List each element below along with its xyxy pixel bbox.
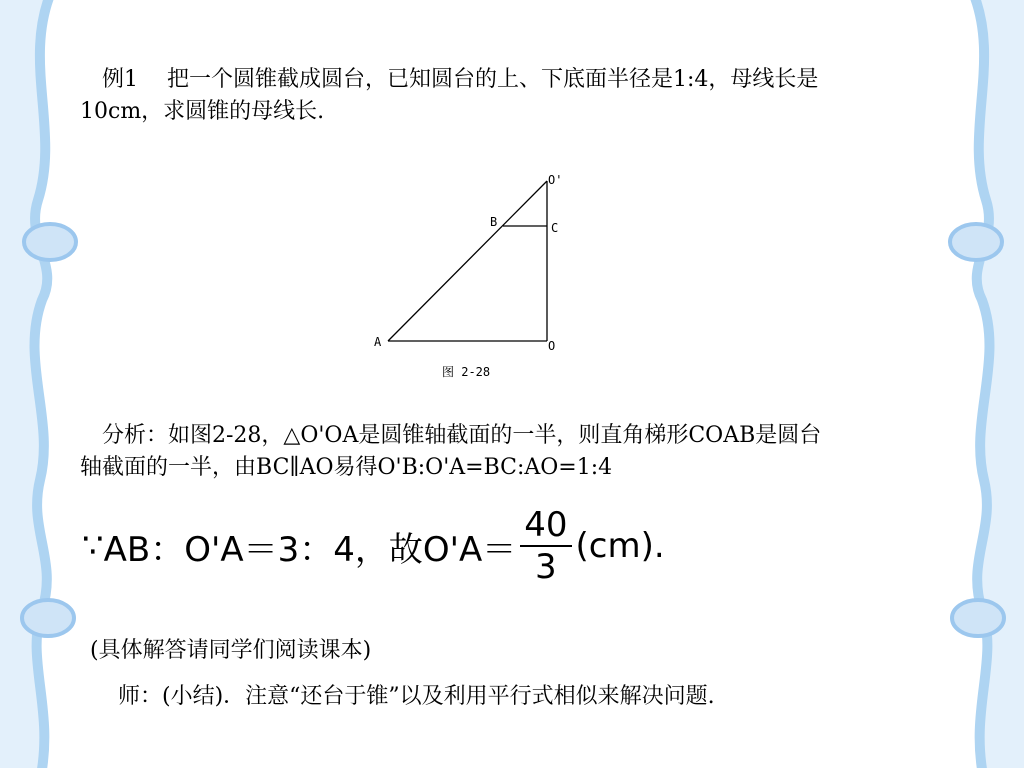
textbook-note: (具体解答请同学们阅读课本) xyxy=(90,638,372,663)
right-oval-ornament-bottom xyxy=(952,600,1004,636)
since-symbol: ∵ xyxy=(82,526,104,566)
fraction-numerator: 40 xyxy=(524,505,568,545)
point-label-c: C xyxy=(551,221,559,235)
analysis-line-1: 分析：如图2-28，△O'OA是圆锥轴截面的一半，则直角梯形COAB是圆台 xyxy=(80,423,822,448)
problem-line-1: 例1 把一个圆锥截成圆台，已知圆台的上、下底面半径是1:4，母线长是 xyxy=(80,67,819,92)
point-label-o: O xyxy=(548,339,556,353)
hypotenuse-a-to-o-prime xyxy=(388,181,547,341)
analysis-paragraph xyxy=(80,420,940,484)
therefore-word: 故 xyxy=(388,529,423,570)
left-oval-ornament-bottom xyxy=(22,600,74,636)
point-label-b: B xyxy=(490,215,498,229)
point-label-a: A xyxy=(374,335,382,349)
right-oval-ornament-top xyxy=(950,224,1002,260)
point-label-o-prime: O' xyxy=(548,173,563,187)
left-oval-ornament-top xyxy=(24,224,76,260)
figure-caption: 图 2-28 xyxy=(442,365,491,379)
teacher-summary: 师：(小结)．注意“还台于锥”以及利用平行式相似来解决问题. xyxy=(118,684,715,709)
result-unit: (cm). xyxy=(575,526,665,566)
result-fraction xyxy=(520,505,571,587)
problem-statement xyxy=(80,64,940,128)
ratio-statement: AB：O'A＝3：4， xyxy=(103,529,389,570)
analysis-line-2: 轴截面的一半，由BC∥AO易得O'B:O'A=BC:AO=1:4 xyxy=(80,455,613,480)
fraction-denominator: 3 xyxy=(535,547,557,587)
geometry-figure xyxy=(360,160,600,390)
solution-formula xyxy=(82,500,665,592)
result-lhs: O'A＝ xyxy=(422,529,517,570)
problem-line-2: 10cm，求圆锥的母线长. xyxy=(80,99,325,124)
